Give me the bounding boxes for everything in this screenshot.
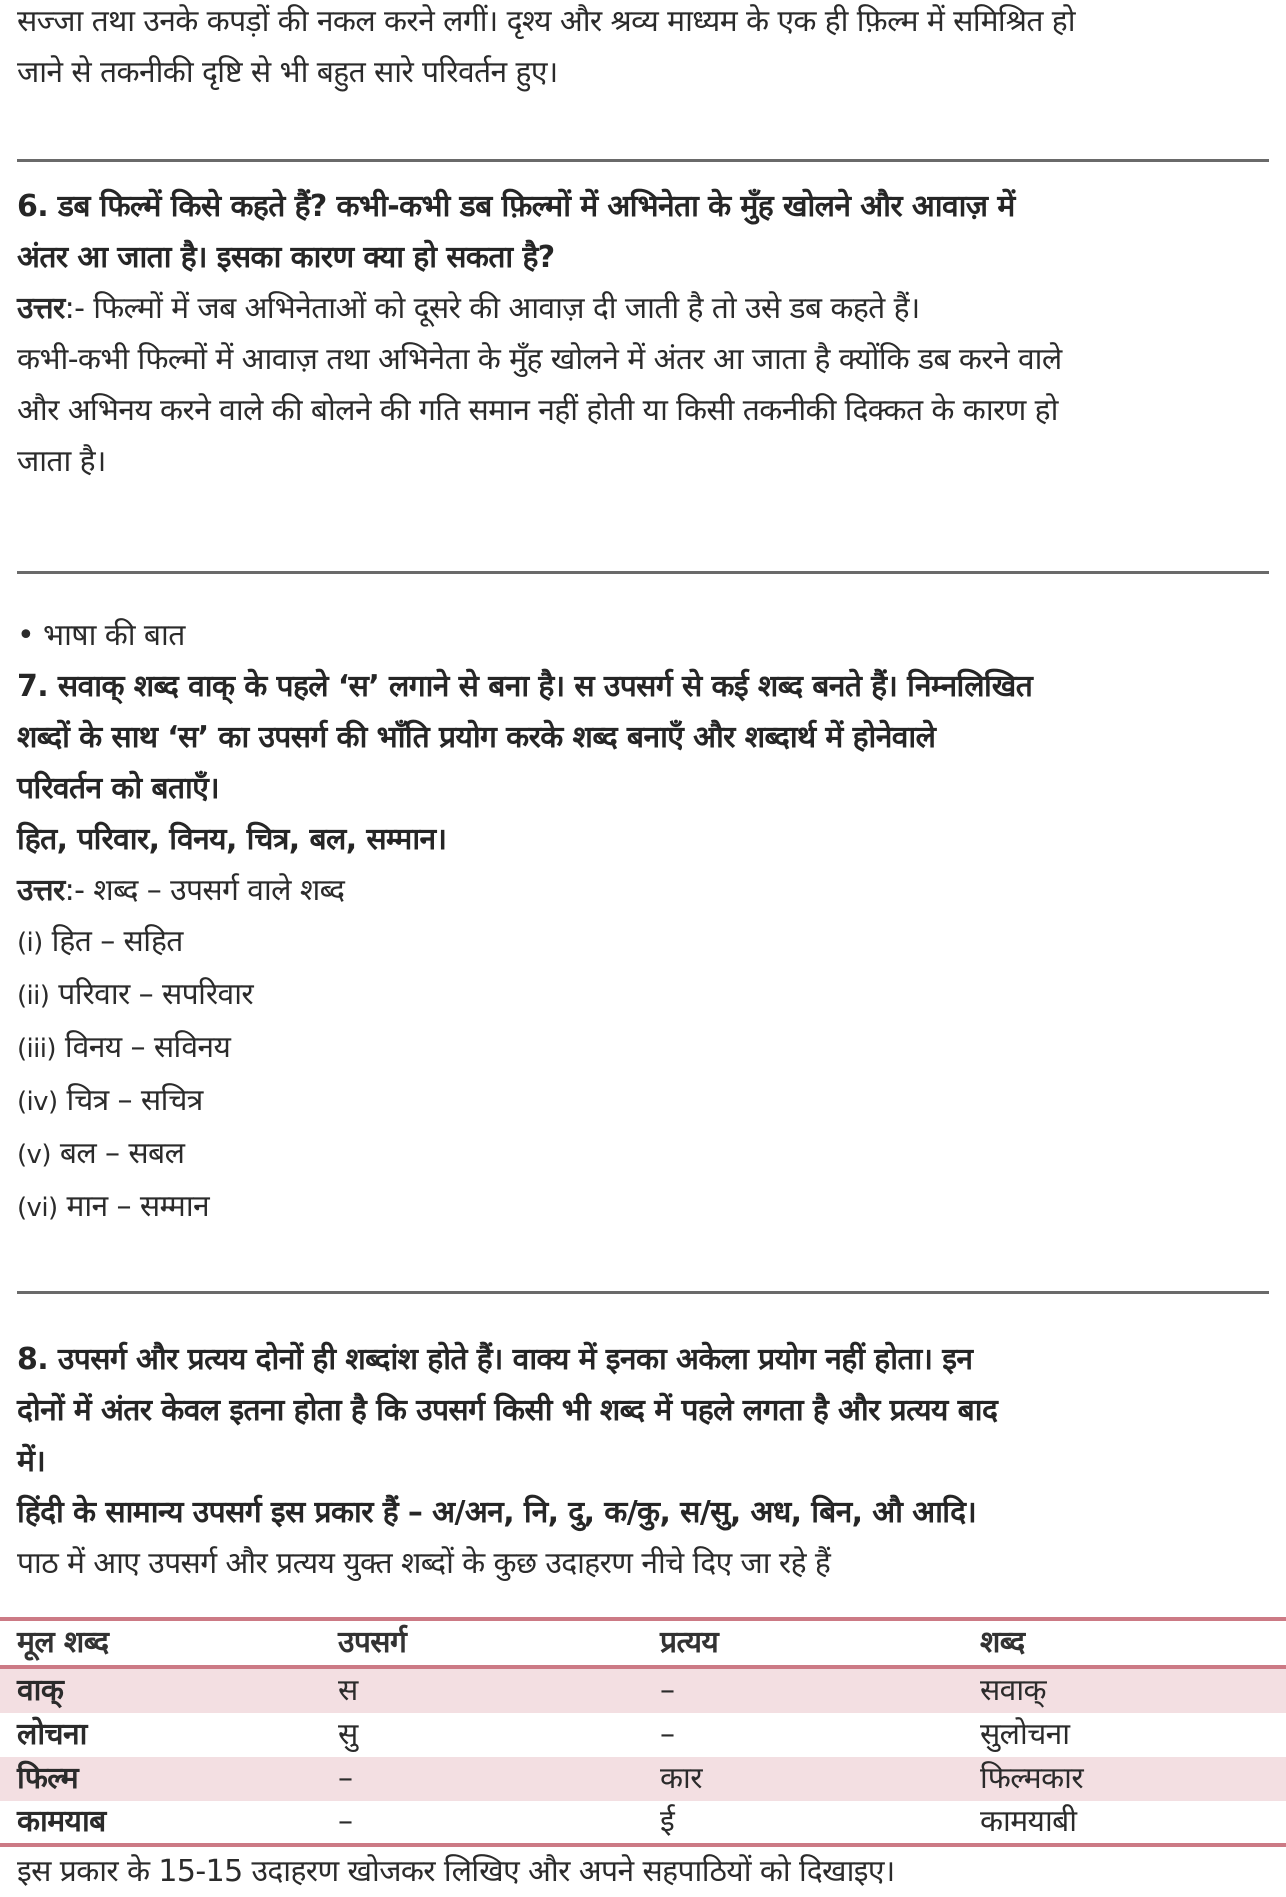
answer-label: उत्तर bbox=[17, 291, 65, 326]
item-number: (vi) bbox=[17, 1193, 58, 1223]
item-text: परिवार – सपरिवार bbox=[58, 977, 254, 1012]
answer-label: उत्तर bbox=[17, 873, 65, 908]
question-6-text: 6. डब फिल्में किसे कहते हैं? कभी-कभी डब फ़िल्मों में अभिनेता के मुँह खोलने और आवाज़ में bbox=[17, 189, 1015, 224]
table-cell: फिल्मकार bbox=[980, 1761, 1084, 1796]
item-text: चित्र – सचित्र bbox=[66, 1083, 203, 1118]
table-row bbox=[0, 1800, 1286, 1844]
table-row bbox=[0, 1713, 1286, 1757]
intro-line: जाने से तकनीकी दृष्टि से भी बहुत सारे परिवर्तन हुए। bbox=[17, 55, 558, 90]
table-row bbox=[0, 1757, 1286, 1801]
table-cell: – bbox=[660, 1673, 675, 1708]
intro-paragraph bbox=[17, 0, 1272, 98]
table-cell: – bbox=[660, 1717, 675, 1752]
question-8 bbox=[17, 1334, 1272, 1589]
table-cell: लोचना bbox=[17, 1717, 87, 1752]
question-8-text: दोनों में अंतर केवल इतना होता है कि उपसर्ग किसी भी शब्द में पहले लगता है और प्रत्यय बाद bbox=[17, 1393, 998, 1428]
intro-line: सज्जा तथा उनके कपड़ों की नकल करने लगीं। दृश्य और श्रव्य माध्यम के एक ही फ़िल्म में समिश्रित हो bbox=[17, 4, 1075, 39]
bullet-icon: • bbox=[17, 618, 35, 653]
section-heading bbox=[17, 610, 1272, 661]
item-number: (iii) bbox=[17, 1034, 56, 1064]
section-divider bbox=[17, 1291, 1269, 1294]
answer-7-first-line bbox=[17, 865, 1272, 916]
answer-7-text: :- शब्द – उपसर्ग वाले शब्द bbox=[64, 873, 345, 908]
table-cell: फिल्म bbox=[17, 1761, 79, 1796]
table-cell: सवाक् bbox=[980, 1673, 1046, 1708]
item-number: (iv) bbox=[17, 1087, 58, 1117]
table-cell: सुलोचना bbox=[980, 1717, 1070, 1752]
answer-6-line: जाता है। bbox=[17, 444, 106, 479]
section-divider bbox=[17, 159, 1269, 162]
question-8-text: में। bbox=[17, 1444, 46, 1479]
answer-list-item bbox=[17, 1075, 1272, 1128]
answer-6-line: और अभिनय करने वाले की बोलने की गति समान नहीं होती या किसी तकनीकी दिक्कत के कारण हो bbox=[17, 393, 1058, 428]
answer-list-item bbox=[17, 1128, 1272, 1181]
table-cell: कामयाब bbox=[17, 1804, 106, 1839]
item-text: मान – सम्मान bbox=[66, 1189, 210, 1224]
table-cell: कामयाबी bbox=[980, 1804, 1077, 1839]
table-cell: – bbox=[338, 1804, 353, 1839]
answer-list-item bbox=[17, 1181, 1272, 1234]
table-cell: कार bbox=[660, 1761, 702, 1796]
section-title: भाषा की बात bbox=[43, 618, 185, 653]
table-cell: – bbox=[338, 1761, 353, 1796]
answer-6-line: कभी-कभी फिल्मों में आवाज़ तथा अभिनेता के मुँह खोलने में अंतर आ जाता है क्योंकि डब करने वाले bbox=[17, 342, 1062, 377]
answer-6-first-line bbox=[17, 283, 1272, 334]
question-8-intro: पाठ में आए उपसर्ग और प्रत्यय युक्त शब्दों के कुछ उदाहरण नीचे दिए जा रहे हैं bbox=[17, 1546, 831, 1581]
question-7-text: परिवर्तन को बताएँ। bbox=[17, 771, 219, 806]
table-header: उपसर्ग bbox=[338, 1625, 407, 1660]
question-6-text: अंतर आ जाता है। इसका कारण क्या हो सकता है? bbox=[17, 240, 555, 275]
item-number: (ii) bbox=[17, 981, 50, 1011]
table-cell: स bbox=[338, 1673, 358, 1708]
question-8-prefix-list: हिंदी के सामान्य उपसर्ग इस प्रकार हैं – अ/अन, नि, दु, क/कु, स/सु, अध, बिन, औ आदि। bbox=[17, 1495, 977, 1530]
table-cell: वाक् bbox=[17, 1673, 64, 1708]
answer-list-item bbox=[17, 969, 1272, 1022]
item-number: (v) bbox=[17, 1140, 51, 1170]
table-header-border bbox=[0, 1665, 1286, 1669]
item-text: हित – सहित bbox=[51, 924, 183, 959]
table-header-row bbox=[0, 1621, 1286, 1665]
table-cell: ई bbox=[660, 1804, 675, 1839]
item-text: विनय – सविनय bbox=[64, 1030, 231, 1065]
question-7-text: शब्दों के साथ ‘स’ का उपसर्ग की भाँति प्रयोग करके शब्द बनाएँ और शब्दार्थ में होनेवाले bbox=[17, 720, 936, 755]
item-text: बल – सबल bbox=[59, 1136, 185, 1171]
footer-text: इस प्रकार के 15-15 उदाहरण खोजकर लिखिए और अपने सहपाठियों को दिखाइए। bbox=[17, 1854, 895, 1889]
table-row bbox=[0, 1669, 1286, 1713]
table-header: शब्द bbox=[980, 1625, 1025, 1660]
question-6 bbox=[17, 181, 1272, 487]
footer-instruction bbox=[17, 1846, 1272, 1897]
question-7 bbox=[17, 610, 1272, 1234]
question-8-text: 8. उपसर्ग और प्रत्यय दोनों ही शब्दांश होते हैं। वाक्य में इनका अकेला प्रयोग नहीं होता। इन bbox=[17, 1342, 973, 1377]
table-top-border bbox=[0, 1617, 1286, 1621]
table-cell: सु bbox=[338, 1717, 358, 1752]
answer-list-item bbox=[17, 1022, 1272, 1075]
section-divider bbox=[17, 571, 1269, 574]
answer-6-text: :- फिल्मों में जब अभिनेताओं को दूसरे की आवाज़ दी जाती है तो उसे डब कहते हैं। bbox=[64, 291, 920, 326]
question-7-text: 7. सवाक् शब्द वाक् के पहले ‘स’ लगाने से बना है। स उपसर्ग से कई शब्द बनते हैं। निम्नलिखित bbox=[17, 669, 1033, 704]
table-header: प्रत्यय bbox=[660, 1625, 719, 1660]
item-number: (i) bbox=[17, 928, 43, 958]
table-header: मूल शब्द bbox=[17, 1625, 109, 1660]
answer-list-item bbox=[17, 916, 1272, 969]
question-7-word-list: हित, परिवार, विनय, चित्र, बल, सम्मान। bbox=[17, 822, 447, 857]
